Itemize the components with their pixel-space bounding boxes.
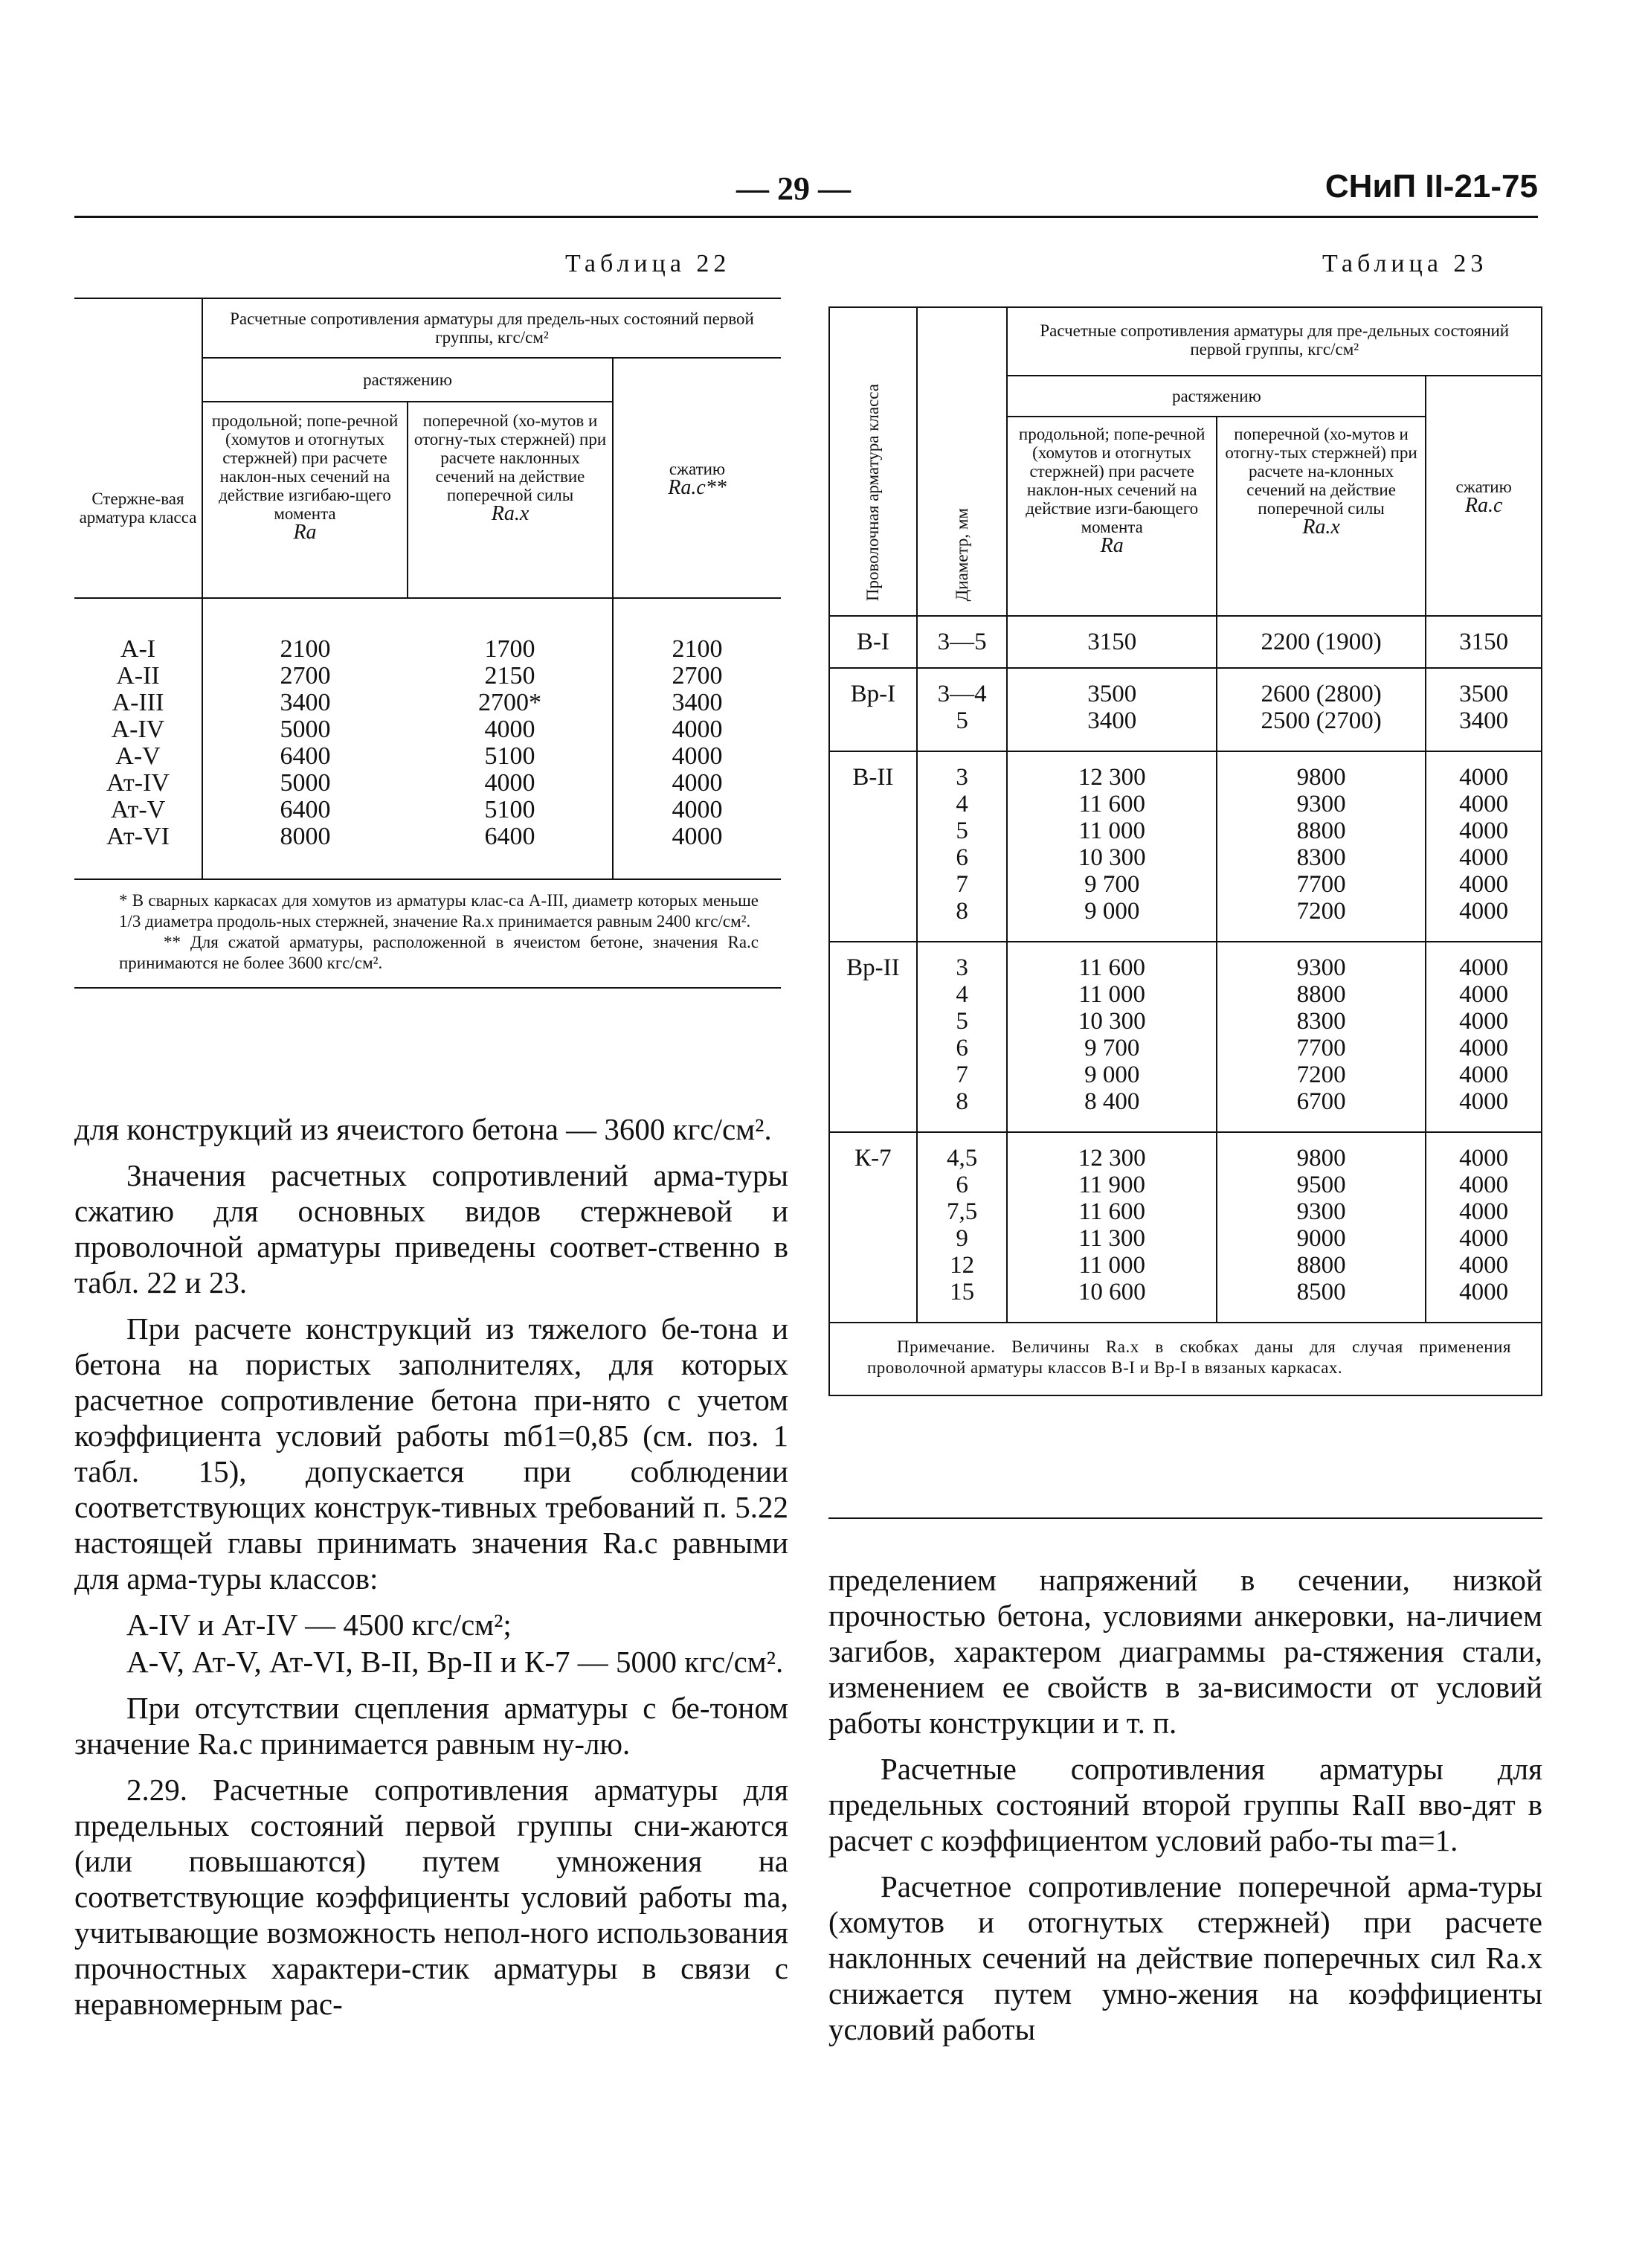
table-row: [74, 690, 781, 716]
table22-rax-symbol: Rа.х: [491, 502, 530, 525]
table22-ra-cell: 8000: [280, 823, 331, 850]
table22-ra-cell: 2100: [280, 635, 331, 663]
table23-bottom-rule: [828, 1517, 1542, 1519]
table22-class-cell: Ат-VI: [74, 823, 202, 879]
table-row: [74, 823, 781, 879]
table22-caption: Таблица 22: [565, 250, 731, 277]
table23-class-label: Проволочная арматура класса: [863, 383, 883, 601]
table22-compression-symbol: Rа.с**: [668, 475, 727, 499]
table22-rac-cell: 2100: [613, 598, 781, 663]
table22-tension-header: растяжению: [202, 358, 613, 402]
table23-note: Примечание. Величины Rа.х в скобках даны для случая применения проволочной арматуры классов В-I и Вр-I в вязаных каркасах.: [867, 1337, 1511, 1377]
table23-group-header: Расчетные сопротивления арматуры для пре-дельных состояний первой группы, кгс/см²: [1007, 307, 1542, 376]
table23-ra-cell: 12 300 11 600 11 000 10 300 9 700 9 000: [1007, 751, 1216, 942]
table22-class-cell: А-I: [74, 598, 202, 663]
table23-class-cell: К-7: [829, 1132, 917, 1323]
table23-rax-header: [1217, 417, 1426, 616]
table22-ra-cell: 6400: [280, 796, 331, 823]
table-row: [74, 598, 781, 663]
table23-compression-header: [1426, 376, 1542, 616]
table23-rax-cell: 9800 9300 8800 8300 7700 7200: [1217, 751, 1426, 942]
table23-class-cell: В-II: [829, 751, 917, 942]
table22-class-cell: А-V: [74, 743, 202, 770]
table23-rax-cell: 9300 8800 8300 7700 7200 6700: [1217, 942, 1426, 1132]
header-rule: [74, 216, 1538, 218]
table22-class-cell: Ат-V: [74, 797, 202, 823]
table23-ra-cell: 3500 3400: [1007, 668, 1216, 751]
table22-ra-label: продольной; попе-речной (хомутов и отогнутых стержней) при расчете наклон-ных сечений на действие изгибаю-щего момента: [211, 411, 399, 523]
table22-ra-cell: 6400: [280, 742, 331, 770]
table22-ra-symbol: Rа: [293, 521, 317, 544]
table22-rac-cell: 4000: [613, 770, 781, 797]
table22-class-header: Стержне-вая арматура класса: [74, 298, 202, 598]
table22-rac-cell: 4000: [613, 823, 781, 879]
right-para-3: Расчетное сопротивление поперечной арма-туры (хомутов и отогнутых стержней) при расчете наклонных сечений на действие поперечных сил Rа.х снижается путем умно-жения на коэффициенты условий работы: [828, 1869, 1542, 2046]
table-row: [829, 668, 1542, 751]
table22-ra-cell: 2700: [280, 662, 331, 690]
table23-rax-cell: 9800 9500 9300 9000 8800 8500: [1217, 1132, 1426, 1323]
table22-rax-cell: 6400: [484, 823, 535, 850]
right-para-2: Расчетные сопротивления арматуры для предельных состояний второй группы RаII вво-дят в расчет с коэффициентом условий рабо-ты mа=1.: [828, 1752, 1542, 1857]
table23-class-cell: В-I: [829, 616, 917, 668]
table23-rax-label: поперечной (хо-мутов и отогну-тых стержней) при расчете на-клонных сечений на действие поперечной силы: [1225, 425, 1417, 518]
table23-rac-cell: 4000 4000 4000 4000 4000 4000: [1426, 1132, 1542, 1323]
left-para-7: 2.29. Расчетные сопротивления арматуры для предельных состояний первой группы сни-жаются (или повышаются) путем умножения на соответствующие коэффициенты условий работы mа, учитывающие возможность непол-ного использования прочностных характери-стик арматуры в связи с неравномерным рас-: [74, 1773, 788, 2021]
right-column-text: [828, 1562, 1542, 2057]
table-row: [829, 942, 1542, 1132]
table22-rac-cell: 4000: [613, 743, 781, 770]
table22-rax-cell: 2700*: [478, 689, 541, 716]
table-row: [829, 1132, 1542, 1323]
table23-ra-cell: 12 300 11 900 11 600 11 300 11 000 10 600: [1007, 1132, 1216, 1323]
table-row: [74, 797, 781, 823]
table22-rax-label: поперечной (хо-мутов и отогну-тых стержней) при расчете наклонных сечений на действие поперечной силы: [413, 411, 607, 504]
left-column-text: [74, 1111, 788, 2032]
table22-ra-header: [202, 402, 408, 598]
left-para-3: При расчете конструкций из тяжелого бе-тона и бетона на пористых заполнителях, для которых расчетное сопротивление бетона при-нято с учетом коэффициента условий работы mб1=0,85 (см. поз. 1 табл. 15), допускается при соблюдении соответствующих конструк-тивных требований п. 5.22 настоящей главы принимать значения Rа.с равными для арма-туры классов:: [74, 1311, 788, 1596]
table23-rax-cell: 2600 (2800) 2500 (2700): [1217, 668, 1426, 751]
table23-ra-header: [1007, 417, 1216, 616]
table23-tension-header: растяжению: [1007, 376, 1426, 417]
table23-rax-symbol: Rа.х: [1302, 515, 1340, 539]
table23-rac-cell: 3500 3400: [1426, 668, 1542, 751]
table22-rax-cell: 2150: [484, 662, 535, 690]
table-row: [829, 616, 1542, 668]
table23-class-cell: Вр-I: [829, 668, 917, 751]
table22-note-2: ** Для сжатой арматуры, расположенной в ячеистом бетоне, значения Rа.с принимаются не более 3600 кгс/см².: [119, 933, 759, 972]
left-para-5: А-V, Ат-V, Ат-VI, В-II, Вр-II и К-7 — 5000 кгс/см².: [126, 1645, 784, 1679]
table-row: [74, 716, 781, 743]
table23-rax-cell: 2200 (1900): [1217, 616, 1426, 668]
table22-class-cell: А-III: [74, 690, 202, 716]
table22: [74, 298, 781, 989]
table22-rac-cell: 4000: [613, 797, 781, 823]
table23-ra-symbol: Rа: [1100, 534, 1124, 557]
table22-ra-cell: 3400: [280, 689, 331, 716]
left-para-2: Значения расчетных сопротивлений арма-туры сжатию для основных видов стержневой и проволочной арматуры приведены соответ-ственно в табл. 22 и 23.: [74, 1158, 788, 1300]
table23-class-cell: Вр-II: [829, 942, 917, 1132]
page-number: — 29 —: [736, 170, 851, 207]
table22-ra-cell: 5000: [280, 716, 331, 743]
table22-rax-cell: 5100: [484, 796, 535, 823]
table23-compression-symbol: Rа.с: [1464, 493, 1503, 517]
table23-ra-cell: 11 600 11 000 10 300 9 700 9 000 8 400: [1007, 942, 1216, 1132]
table22-ra-cell: 5000: [280, 769, 331, 797]
table23-rac-cell: 4000 4000 4000 4000 4000 4000: [1426, 942, 1542, 1132]
table22-note-1: * В сварных каркасах для хомутов из арматуры клас-са А-III, диаметр которых меньше 1/3 диаметра продоль-ных стержней, значение Rа.х принимается равным 2400 кгс/см².: [119, 891, 759, 931]
table23-diameter-cell: 3 4 5 6 7 8: [917, 751, 1008, 942]
left-para-6: При отсутствии сцепления арматуры с бе-тоном значение Rа.с принимается равным ну-лю.: [74, 1691, 788, 1761]
table22-notes: [74, 879, 781, 988]
document-code: СНиП II-21-75: [1324, 168, 1538, 205]
left-para-1: для конструкций из ячеистого бетона — 3600 кгс/см².: [74, 1112, 772, 1146]
table22-class-cell: А-II: [74, 663, 202, 690]
table23-diameter-header: [917, 307, 1008, 616]
table23-class-header: [829, 307, 917, 616]
table23: [828, 306, 1542, 1396]
table23-diameter-cell: 3—5: [917, 616, 1008, 668]
table22-rax-cell: 5100: [484, 742, 535, 770]
table-row: [74, 770, 781, 797]
right-para-1: пределением напряжений в сечении, низкой прочностью бетона, условиями анкеровки, на-личием загибов, характером диаграммы ра-стяжения стали, изменением ее свойств в за-висимости от условий работы конструкции и т. п.: [828, 1563, 1542, 1740]
table22-rax-cell: 1700: [484, 635, 535, 663]
table-row: [74, 663, 781, 690]
table23-diameter-label: Диаметр, мм: [953, 507, 972, 601]
table23-compression-label: сжатию: [1455, 477, 1512, 496]
table22-compression-label: сжатию: [669, 459, 726, 478]
table-row: [74, 743, 781, 770]
table22-rac-cell: 2700: [613, 663, 781, 690]
table22-rac-cell: 4000: [613, 716, 781, 743]
table-row: [829, 751, 1542, 942]
table23-rac-cell: 3150: [1426, 616, 1542, 668]
table22-rax-header: [408, 402, 613, 598]
table22-rac-cell: 3400: [613, 690, 781, 716]
table23-diameter-cell: 3—4 5: [917, 668, 1008, 751]
table23-diameter-cell: 3 4 5 6 7 8: [917, 942, 1008, 1132]
table23-rac-cell: 4000 4000 4000 4000 4000 4000: [1426, 751, 1542, 942]
table23-caption: Таблица 23: [1322, 250, 1488, 277]
table22-rax-cell: 4000: [484, 769, 535, 797]
table23-ra-cell: 3150: [1007, 616, 1216, 668]
left-para-4: А-IV и Ат-IV — 4500 кгс/см²;: [126, 1607, 512, 1642]
table22-class-cell: Ат-IV: [74, 770, 202, 797]
table22-group-header: Расчетные сопротивления арматуры для предель-ных состояний первой группы, кгс/см²: [202, 298, 781, 358]
table22-class-cell: А-IV: [74, 716, 202, 743]
table23-note-cell: [829, 1323, 1542, 1395]
table23-diameter-cell: 4,5 6 7,5 9 12 15: [917, 1132, 1008, 1323]
table22-compression-header: [613, 358, 781, 598]
table23-ra-label: продольной; попе-речной (хомутов и отогнутых стержней) при расчете наклон-ных сечений на действие изги-бающего момента: [1018, 425, 1206, 536]
table22-rax-cell: 4000: [484, 716, 535, 743]
